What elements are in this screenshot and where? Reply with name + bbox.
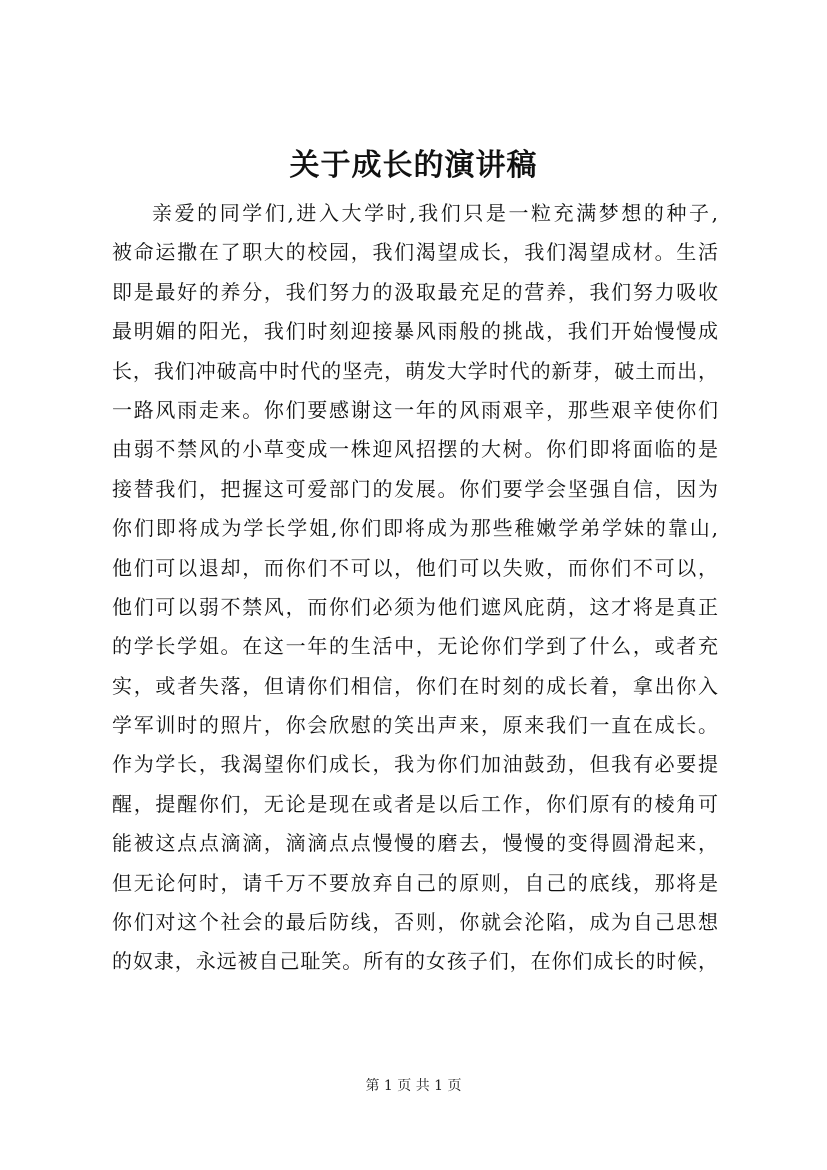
text-line: 学军训时的照片，你会欣慰的笑出声来，原来我们一直在成长。 [112, 713, 718, 738]
text-line: 他们可以退却，而你们不可以，他们可以失败，而你们不可以， [112, 555, 718, 580]
text-line: 最明媚的阳光，我们时刻迎接暴风雨般的挑战，我们开始慢慢成 [112, 319, 718, 344]
text-line: 作为学长，我渴望你们成长，我为你们加油鼓劲，但我有必要提 [112, 752, 718, 777]
text-line: 醒，提醒你们，无论是现在或者是以后工作，你们原有的棱角可 [112, 791, 718, 816]
text-line: 能被这点点滴滴，滴滴点点慢慢的磨去，慢慢的变得圆滑起来， [112, 831, 718, 856]
speech-body [112, 194, 718, 982]
text-line: 一路风雨走来。你们要感谢这一年的风雨艰辛，那些艰辛使你们 [112, 397, 718, 422]
text-line: 你们对这个社会的最后防线，否则，你就会沦陷，成为自己思想 [112, 910, 718, 935]
text-line: 的学长学姐。在这一年的生活中，无论你们学到了什么，或者充 [112, 634, 718, 659]
text-line: 的奴隶，永远被自己耻笑。所有的女孩子们，在你们成长的时候， [112, 949, 718, 974]
text-line: 亲爱的同学们,进入大学时,我们只是一粒充满梦想的种子, [152, 201, 718, 225]
page-number-footer: 第 1 页 共 1 页 [365, 1078, 462, 1094]
text-line: 由弱不禁风的小草变成一株迎风招摆的大树。你们即将面临的是 [112, 437, 718, 462]
text-line: 实，或者失落，但请你们相信，你们在时刻的成长着，拿出你入 [112, 673, 718, 698]
text-line: 即是最好的养分，我们努力的汲取最充足的营养，我们努力吸收 [112, 279, 718, 304]
text-line: 接替我们，把握这可爱部门的发展。你们要学会坚强自信，因为 [112, 476, 718, 501]
document-title: 关于成长的演讲稿 [289, 148, 538, 183]
text-line: 他们可以弱不禁风，而你们必须为他们遮风庇荫，这才将是真正 [112, 594, 718, 619]
text-line: 但无论何时，请千万不要放弃自己的原则，自己的底线，那将是 [112, 870, 718, 895]
text-line: 长，我们冲破高中时代的坚壳，萌发大学时代的新芽，破土而出， [112, 358, 718, 383]
text-line: 被命运撒在了职大的校园，我们渴望成长，我们渴望成材。生活 [112, 240, 718, 265]
text-line: 你们即将成为学长学姐,你们即将成为那些稚嫩学弟学妹的靠山, [112, 516, 718, 541]
